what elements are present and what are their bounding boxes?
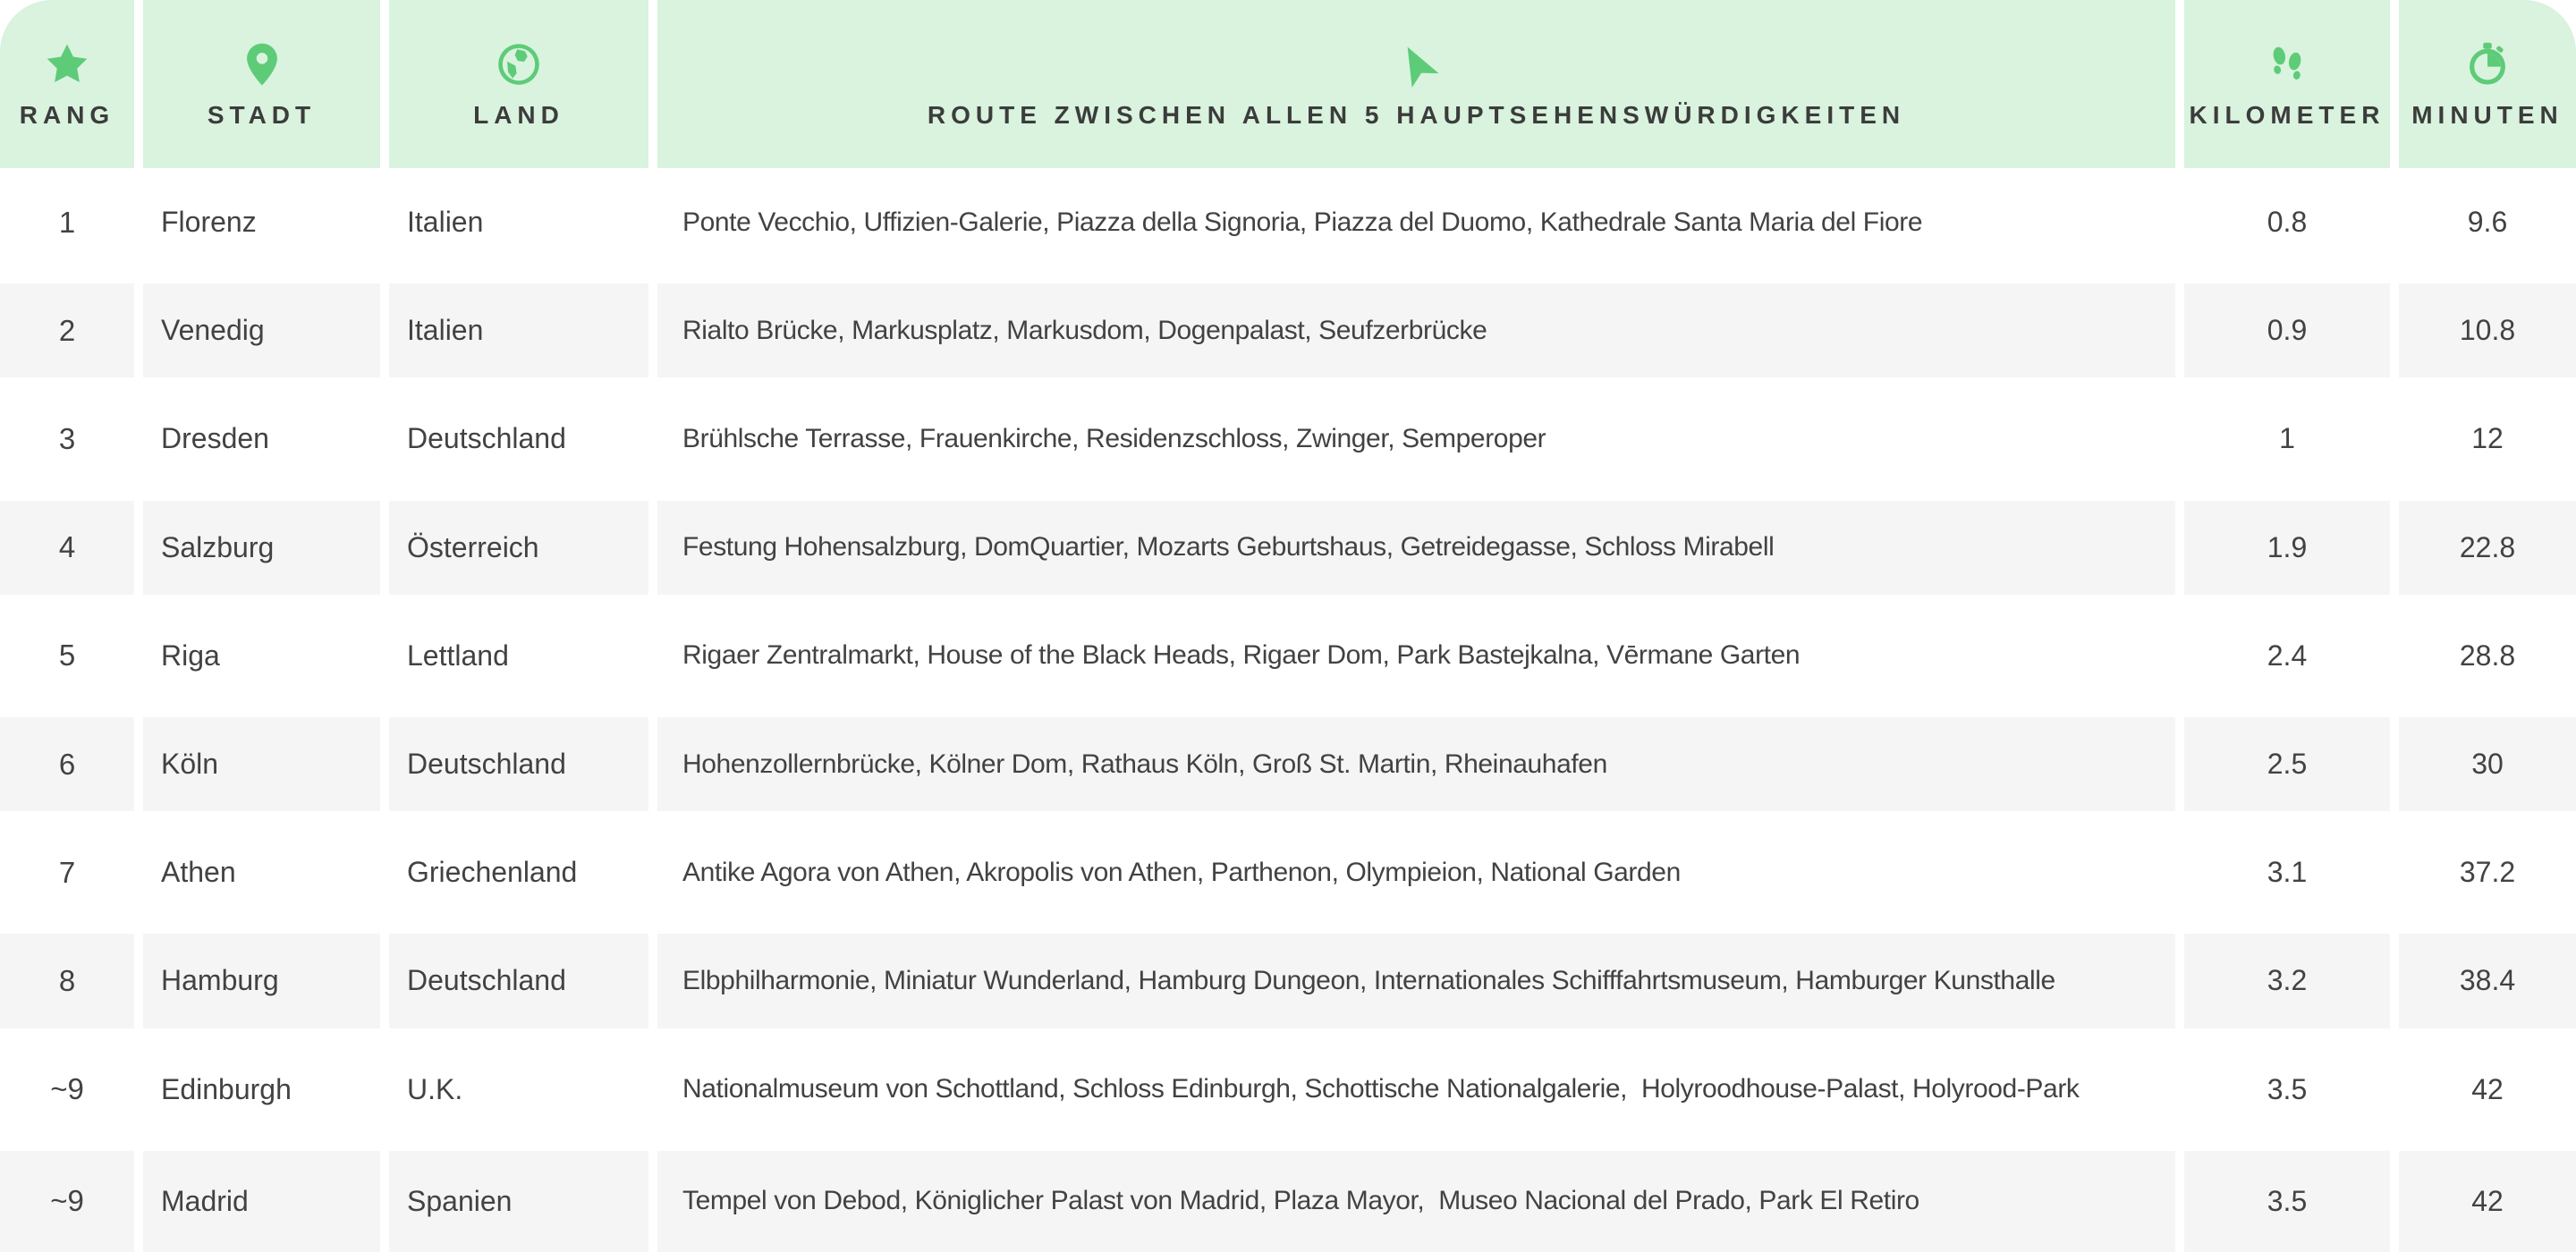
city-value: Dresden <box>161 422 269 455</box>
minuten-cell <box>2399 276 2576 385</box>
minuten-cell <box>2399 168 2576 276</box>
table-row <box>0 1036 2576 1144</box>
city-cell <box>143 276 380 385</box>
country-cell <box>389 926 648 1035</box>
route-cell <box>657 926 2175 1035</box>
column-header-label: KILOMETER <box>2189 100 2385 129</box>
route-value: Brühlsche Terrasse, Frauenkirche, Residenzschloss, Zwinger, Semperoper <box>682 423 1546 453</box>
country-value: Italien <box>407 314 484 347</box>
table-row <box>0 1144 2576 1252</box>
route-cell <box>657 494 2175 602</box>
rank-cell <box>0 276 134 385</box>
rank-cell <box>0 818 134 926</box>
table-row <box>0 494 2576 602</box>
kilometer-cell <box>2184 602 2390 710</box>
column-header-route <box>657 0 2175 168</box>
kilometer-cell <box>2184 168 2390 276</box>
kilometer-cell <box>2184 1144 2390 1252</box>
minuten-cell <box>2399 1036 2576 1144</box>
city-cell <box>143 494 380 602</box>
rank-cell <box>0 602 134 710</box>
kilometer-value: 2.5 <box>2267 748 2308 781</box>
city-value: Madrid <box>161 1184 249 1217</box>
route-cell <box>657 818 2175 926</box>
country-value: Deutschland <box>407 964 566 997</box>
table-header-row <box>0 0 2576 168</box>
column-header-minuten <box>2399 0 2576 168</box>
minuten-cell <box>2399 710 2576 818</box>
star-icon <box>44 41 90 88</box>
kilometer-cell <box>2184 710 2390 818</box>
country-value: Italien <box>407 206 484 239</box>
minuten-value: 10.8 <box>2459 314 2516 347</box>
country-value: Lettland <box>407 639 509 672</box>
column-header-label: ROUTE ZWISCHEN ALLEN 5 HAUPTSEHENSWÜRDIGKEITEN <box>927 100 1906 129</box>
rank-cell <box>0 494 134 602</box>
table-body <box>0 168 2576 1252</box>
city-value: Athen <box>161 856 236 889</box>
country-value: Deutschland <box>407 748 566 781</box>
table-row <box>0 168 2576 276</box>
route-value: Antike Agora von Athen, Akropolis von Athen, Parthenon, Olympieion, National Garden <box>682 857 1681 887</box>
country-cell <box>389 602 648 710</box>
rank-value: 7 <box>58 855 76 889</box>
rank-cell <box>0 385 134 493</box>
minuten-cell <box>2399 385 2576 493</box>
city-cell <box>143 1036 380 1144</box>
city-value: Venedig <box>161 314 265 347</box>
minuten-cell <box>2399 1144 2576 1252</box>
rank-value: 6 <box>58 747 76 781</box>
minuten-cell <box>2399 494 2576 602</box>
column-header-land <box>389 0 648 168</box>
rank-value: 8 <box>58 963 76 997</box>
country-cell <box>389 818 648 926</box>
minuten-value: 9.6 <box>2467 206 2508 239</box>
city-cell <box>143 168 380 276</box>
rank-value: ~9 <box>50 1184 84 1218</box>
route-value: Rigaer Zentralmarkt, House of the Black Heads, Rigaer Dom, Park Bastejkalna, Vērmane Garten <box>682 640 1801 671</box>
country-value: Spanien <box>407 1184 513 1217</box>
column-header-label: LAND <box>473 100 564 129</box>
column-header-label: MINUTEN <box>2411 100 2563 129</box>
minuten-cell <box>2399 818 2576 926</box>
kilometer-value: 0.8 <box>2267 206 2308 239</box>
table-row <box>0 710 2576 818</box>
column-header-stadt <box>143 0 380 168</box>
route-cell <box>657 168 2175 276</box>
navigation-arrow-icon <box>1394 41 1440 88</box>
route-value: Hohenzollernbrücke, Kölner Dom, Rathaus Köln, Groß St. Martin, Rheinauhafen <box>682 749 1607 779</box>
country-cell <box>389 168 648 276</box>
kilometer-cell <box>2184 1036 2390 1144</box>
rank-cell <box>0 1144 134 1252</box>
route-value: Elbphilharmonie, Miniatur Wunderland, Hamburg Dungeon, Internationales Schifffahrtsmuseum, Hamburger Kunsthalle <box>682 965 2055 995</box>
route-cell <box>657 1036 2175 1144</box>
minuten-cell <box>2399 926 2576 1035</box>
city-cell <box>143 1144 380 1252</box>
route-cell <box>657 710 2175 818</box>
city-value: Riga <box>161 639 220 672</box>
route-value: Tempel von Debod, Königlicher Palast von Madrid, Plaza Mayor, Museo Nacional del Prado, Park El Retiro <box>682 1186 1919 1216</box>
route-cell <box>657 385 2175 493</box>
country-value: Griechenland <box>407 856 578 889</box>
minuten-value: 22.8 <box>2459 530 2516 563</box>
map-pin-icon <box>239 41 285 88</box>
kilometer-cell <box>2184 926 2390 1035</box>
city-cell <box>143 926 380 1035</box>
route-value: Nationalmuseum von Schottland, Schloss Edinburgh, Schottische Nationalgalerie, Holyroodhouse-Palast, Holyrood-Park <box>682 1074 2080 1104</box>
kilometer-value: 1 <box>2279 422 2295 455</box>
kilometer-value: 3.5 <box>2267 1072 2308 1105</box>
country-value: Österreich <box>407 530 539 563</box>
route-value: Ponte Vecchio, Uffizien-Galerie, Piazza della Signoria, Piazza del Duomo, Kathedrale Santa Maria del Fiore <box>682 207 1923 237</box>
country-cell <box>389 276 648 385</box>
country-value: Deutschland <box>407 422 566 455</box>
kilometer-value: 0.9 <box>2267 314 2308 347</box>
minuten-value: 42 <box>2471 1072 2504 1105</box>
kilometer-cell <box>2184 818 2390 926</box>
country-value: U.K. <box>407 1072 463 1105</box>
rank-cell <box>0 926 134 1035</box>
country-cell <box>389 710 648 818</box>
city-value: Salzburg <box>161 530 275 563</box>
column-header-label: STADT <box>207 100 317 129</box>
minuten-value: 42 <box>2471 1184 2504 1217</box>
route-cell <box>657 602 2175 710</box>
table-row <box>0 926 2576 1035</box>
route-cell <box>657 276 2175 385</box>
country-cell <box>389 1144 648 1252</box>
city-value: Köln <box>161 748 219 781</box>
column-header-kilometer <box>2184 0 2390 168</box>
table-row <box>0 385 2576 493</box>
kilometer-value: 3.2 <box>2267 964 2308 997</box>
kilometer-value: 1.9 <box>2267 530 2308 563</box>
minuten-value: 28.8 <box>2459 639 2516 672</box>
city-value: Edinburgh <box>161 1072 292 1105</box>
city-value: Florenz <box>161 206 257 239</box>
city-cell <box>143 385 380 493</box>
rank-value: 3 <box>58 421 76 455</box>
kilometer-cell <box>2184 494 2390 602</box>
rank-cell <box>0 710 134 818</box>
kilometer-value: 3.1 <box>2267 856 2308 889</box>
rank-value: 5 <box>58 639 76 673</box>
table-row <box>0 818 2576 926</box>
rank-cell <box>0 168 134 276</box>
kilometer-cell <box>2184 385 2390 493</box>
city-value: Hamburg <box>161 964 279 997</box>
globe-icon <box>496 41 542 88</box>
minuten-value: 38.4 <box>2459 964 2516 997</box>
stopwatch-icon <box>2464 41 2511 88</box>
kilometer-value: 2.4 <box>2267 639 2308 672</box>
rank-cell <box>0 1036 134 1144</box>
rank-value: ~9 <box>50 1072 84 1106</box>
route-value: Festung Hohensalzburg, DomQuartier, Mozarts Geburtshaus, Getreidegasse, Schloss Mirabell <box>682 532 1775 563</box>
rank-value: 4 <box>58 530 76 564</box>
table-row <box>0 276 2576 385</box>
city-cell <box>143 818 380 926</box>
city-cell <box>143 710 380 818</box>
kilometer-value: 3.5 <box>2267 1184 2308 1217</box>
country-cell <box>389 1036 648 1144</box>
route-value: Rialto Brücke, Markusplatz, Markusdom, Dogenpalast, Seufzerbrücke <box>682 315 1487 345</box>
city-cell <box>143 602 380 710</box>
country-cell <box>389 494 648 602</box>
rank-value: 2 <box>58 313 76 347</box>
minuten-value: 30 <box>2471 748 2504 781</box>
minuten-cell <box>2399 602 2576 710</box>
column-header-rang <box>0 0 134 168</box>
rank-value: 1 <box>58 205 76 239</box>
table-row <box>0 602 2576 710</box>
country-cell <box>389 385 648 493</box>
minuten-value: 12 <box>2471 422 2504 455</box>
kilometer-cell <box>2184 276 2390 385</box>
footprints-icon <box>2264 41 2310 88</box>
minuten-value: 37.2 <box>2459 856 2516 889</box>
route-cell <box>657 1144 2175 1252</box>
column-header-label: RANG <box>19 100 115 129</box>
